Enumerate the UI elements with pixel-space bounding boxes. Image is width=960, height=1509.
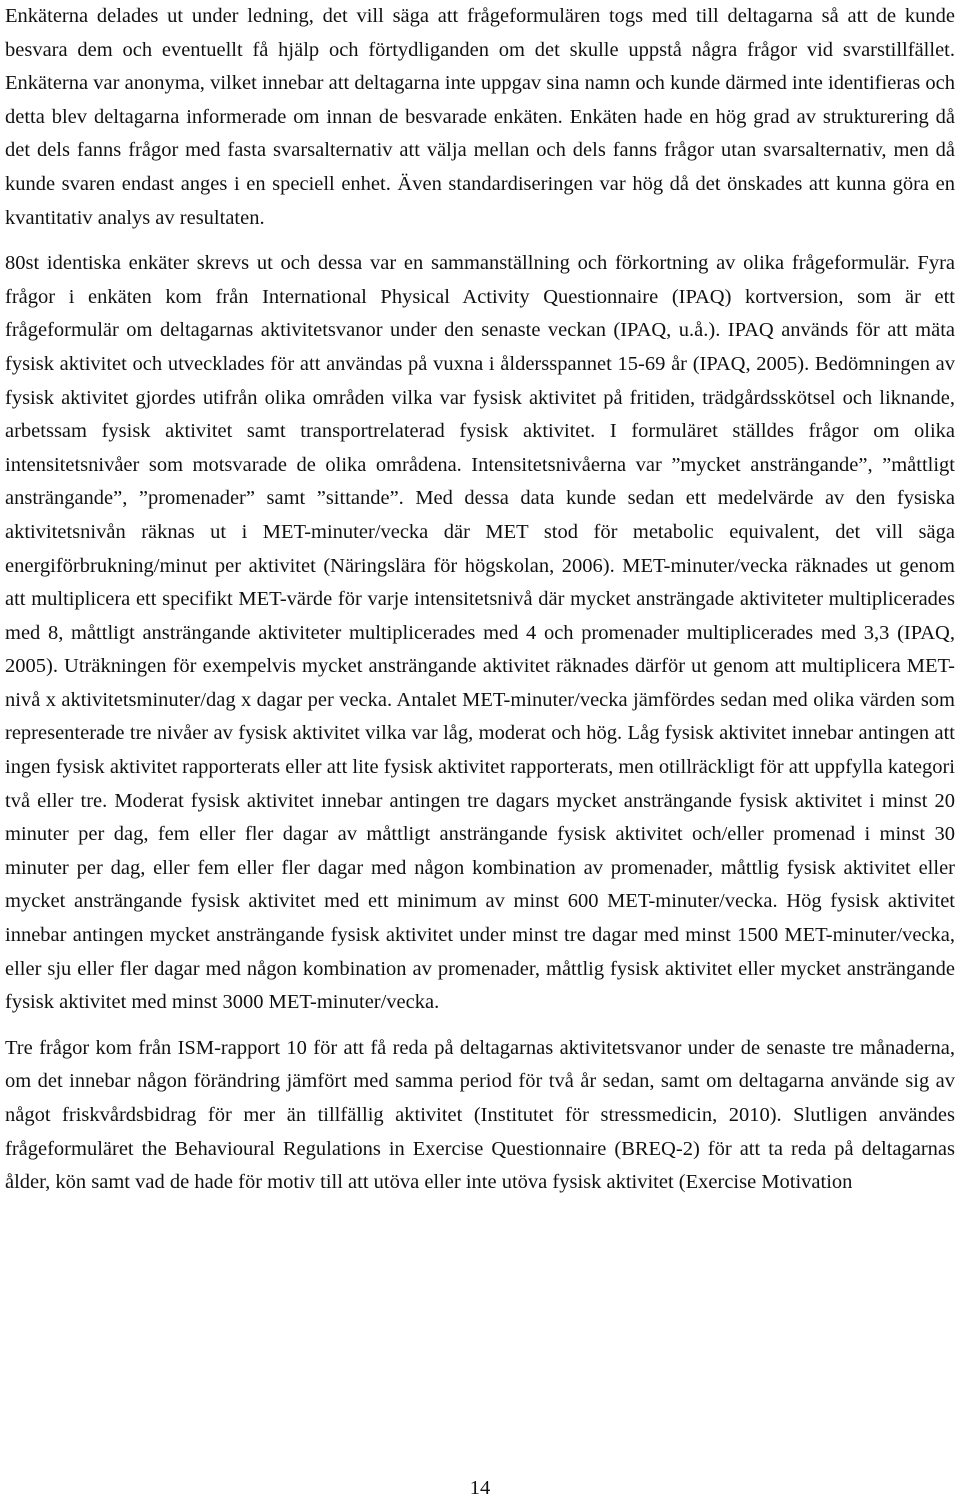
paragraph-survey-administration: Enkäterna delades ut under ledning, det vill säga att frågeformulären togs med till deltagarna så att de kunde besvara dem och eventuellt få hjälp och förtydliganden om det skulle uppstå några frågor vid svarstillfället. Enkäterna var anonyma, vilket innebar att deltagarna inte uppgav sina namn och kunde därmed inte identifieras och detta blev deltagarna informerade om innan de besvarade enkäten. Enkäten hade en hög grad av strukturering då det dels fanns frågor med fasta svarsalternativ att välja mellan och dels fanns frågor utan svarsalternativ, men då kunde svaren endast anges i en speciell enhet. Även standardiseringen var hög då det önskades att kunna göra en kvantitativ analys av resultaten. <box>5 5 955 229</box>
paragraph-ipaq-description: 80st identiska enkäter skrevs ut och dessa var en sammanställning och förkortning av olika frågeformulär. Fyra frågor i enkäten kom från International Physical Activity Questionnaire (IPAQ) kortversion, som är ett frågeformulär om deltagarnas aktivitetsvanor under den senaste veckan (IPAQ, u.å.). IPAQ används för att mäta fysisk aktivitet och utvecklades för att användas på vuxna i åldersspannet 15-69 år (IPAQ, 2005). Bedömningen av fysisk aktivitet gjordes utifrån olika områden vilka var fysisk aktivitet på fritiden, trädgårdsskötsel och liknande, arbetssam fysisk aktivitet samt transportrelaterad fysisk aktivitet. I formuläret ställdes frågor om olika intensitetsnivåer som motsvarade de olika områdena. Intensitetsnivåerna var ”mycket ansträngande”, ”måttligt ansträngande”, ”promenader” samt ”sittande”. Med dessa data kunde sedan ett medelvärde av den fysiska aktivitetsnivån räknas ut i MET-minuter/vecka där MET stod för metabolic equivalent, det vill säga energiförbrukning/minut per aktivitet (Näringslära för högskolan, 2006). MET-minuter/vecka räknades ut genom att multiplicera ett specifikt MET-värde för varje intensitetsnivå där mycket ansträngade aktiviteter multiplicerades med 8, måttligt ansträngande aktiviteter multiplicerades med 4 och promenader multiplicerades med 3,3 (IPAQ, 2005). Uträkningen för exempelvis mycket ansträngande aktivitet räknades därför ut genom att multiplicera MET-nivå x aktivitetsminuter/dag x dagar per vecka. Antalet MET-minuter/vecka jämfördes sedan med olika värden som representerade tre nivåer av fysisk aktivitet vilka var låg, moderat och hög. Låg fysisk aktivitet innebar antingen att ingen fysisk aktivitet rapporterats eller att lite fysisk aktivitet rapporterats, men otillräckligt för att uppfylla kategori två eller tre. Moderat fysisk aktivitet innebar antingen tre dagars mycket ansträngande fysisk aktivitet i minst 20 minuter per dag, fem eller fler dagar av måttligt ansträngande fysisk aktivitet och/eller promenad i minst 30 minuter per dag, eller fem eller fler dagar med någon kombination av promenader, måttlig fysisk aktivitet eller mycket ansträngande fysisk aktivitet med ett minimum av minst 600 MET-minuter/vecka. Hög fysisk aktivitet innebar antingen mycket ansträngande fysisk aktivitet under minst tre dagar med minst 1500 MET-minuter/vecka, eller sju eller fler dagar med någon kombination av promenader, måttlig fysisk aktivitet eller mycket ansträngande fysisk aktivitet med minst 3000 MET-minuter/vecka. <box>5 252 955 1014</box>
page-number: 14 <box>469 1477 491 1499</box>
document-body <box>5 0 955 1200</box>
paragraph-ism-breq: Tre frågor kom från ISM-rapport 10 för att få reda på deltagarnas aktivitetsvanor under de senaste tre månaderna, om det innebar någon förändring jämfört med samma period för två år sedan, samt om deltagarna använde sig av något friskvårdsbidrag för mer än tillfällig aktivitet (Institutet för stressmedicin, 2010). Slutligen användes frågeformuläret the Behavioural Regulations in Exercise Questionnaire (BREQ-2) för att ta reda på deltagarnas ålder, kön samt vad de hade för motiv till att utöva eller inte utöva fysisk aktivitet (Exercise Motivation <box>5 1036 955 1194</box>
